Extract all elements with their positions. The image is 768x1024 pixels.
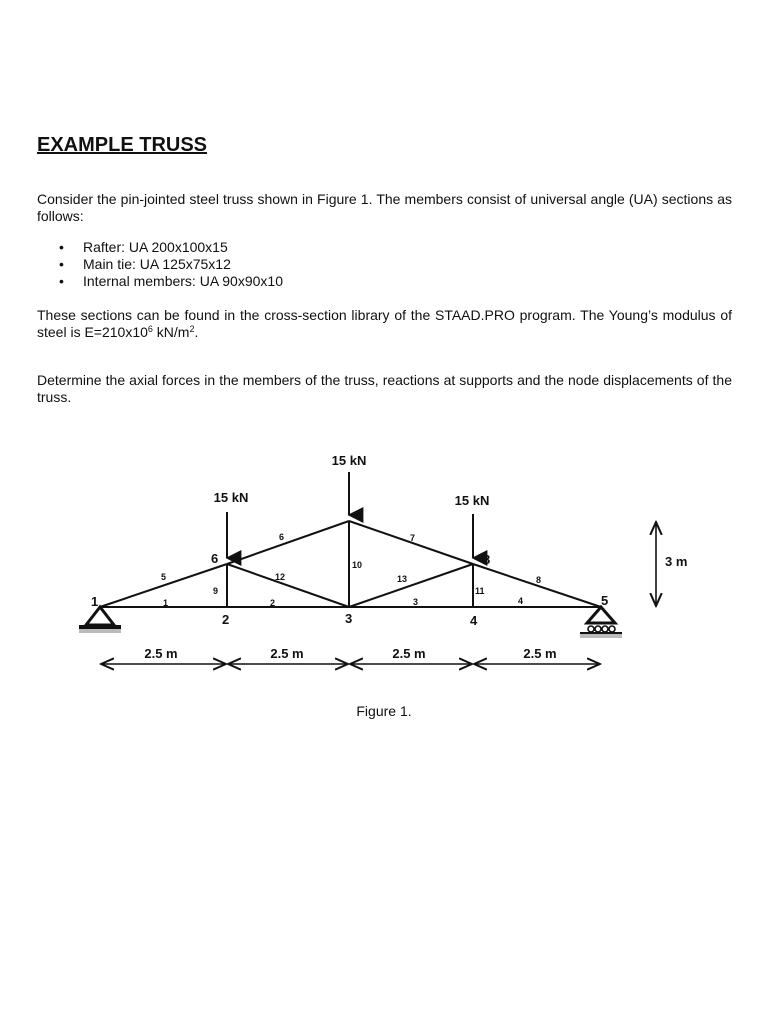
span-label-2: 2.5 m (270, 646, 304, 661)
node-label-2: 2 (222, 612, 230, 627)
member-label-11: 11 (475, 586, 485, 596)
member-label-10: 10 (352, 560, 363, 570)
span-label-3: 2.5 m (392, 646, 426, 661)
member-label-4: 4 (518, 596, 524, 606)
node-label-7: 7 (356, 508, 364, 523)
modulus-unit-exponent: 2 (189, 324, 195, 334)
figure-caption: Figure 1. (356, 703, 412, 719)
node-label-5: 5 (601, 593, 609, 608)
node-label-6: 6 (211, 551, 219, 566)
member-12 (227, 564, 349, 607)
member-8 (473, 564, 601, 607)
member-label-9: 9 (213, 586, 219, 596)
member-label-1: 1 (163, 598, 169, 608)
task-paragraph: Determine the axial forces in the members of the truss, reactions at supports and the node displacements of the truss. (37, 372, 732, 405)
member-label-6: 6 (279, 532, 285, 542)
span-label-4: 2.5 m (523, 646, 557, 661)
member-label-2: 2 (270, 598, 276, 608)
node-label-4: 4 (470, 613, 478, 628)
load-label-center: 15 kN (331, 453, 367, 468)
member-label-12: 12 (275, 572, 286, 582)
member-label-5: 5 (161, 572, 167, 582)
list-item-rafter: • Rafter: UA 200x100x15 (37, 239, 283, 256)
truss-members (100, 521, 601, 607)
modulus-unit: kN/m (152, 324, 190, 340)
list-item-main-tie: • Main tie: UA 125x75x12 (37, 256, 283, 273)
modulus-exponent: 6 (147, 324, 153, 334)
height-dimension-label: 3 m (665, 554, 688, 569)
node-label-3: 3 (345, 611, 353, 626)
member-label-8: 8 (536, 575, 542, 585)
member-6 (227, 521, 349, 564)
roller-support (580, 607, 622, 638)
node-label-1: 1 (91, 594, 99, 609)
load-label-right: 15 kN (454, 493, 490, 508)
truss-figure (0, 440, 768, 680)
sections-paragraph (37, 307, 732, 341)
member-section-list (37, 239, 283, 290)
member-label-7: 7 (410, 533, 416, 543)
load-label-left: 15 kN (213, 490, 249, 505)
list-item-internal-members: • Internal members: UA 90x90x10 (37, 273, 283, 290)
intro-paragraph: Consider the pin-jointed steel truss shown in Figure 1. The members consist of universal angle (UA) sections as follows: (37, 191, 732, 224)
page-title: EXAMPLE TRUSS (37, 134, 208, 156)
member-label-13: 13 (397, 574, 408, 584)
node-label-8: 8 (483, 552, 491, 567)
span-label-1: 2.5 m (144, 646, 178, 661)
pin-support (79, 607, 121, 633)
sections-text: These sections can be found in the cross-section library of the STAAD.PRO program. The Young’s modulus of steel is E=210x10 (37, 307, 732, 340)
member-label-3: 3 (413, 597, 419, 607)
modulus-end: . (194, 324, 199, 340)
member-13 (349, 564, 473, 607)
